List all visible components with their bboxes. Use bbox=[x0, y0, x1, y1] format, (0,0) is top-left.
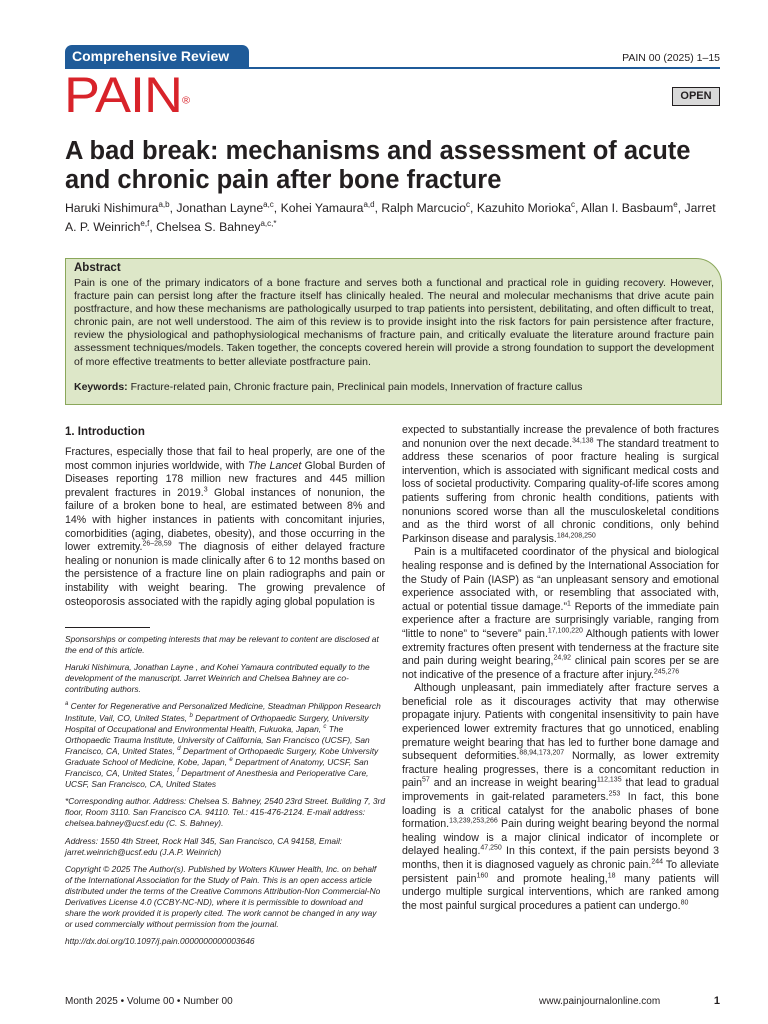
open-access-badge: OPEN bbox=[672, 87, 720, 106]
citation-superscript: 80 bbox=[680, 899, 689, 907]
author-name: Jonathan Layne bbox=[176, 201, 264, 216]
citation-superscript: 13,239,253,266 bbox=[449, 817, 498, 825]
author-affiliation: c bbox=[466, 200, 471, 209]
text-run: and an increase in weight bearing bbox=[429, 777, 597, 790]
footnote-divider bbox=[65, 627, 150, 628]
text-run: Address: 1550 4th Street, Rock Hall 345, San Francisco, CA 94158, Email: jarret.weinrich@ucsf.edu (J.A.P. Weinrich) bbox=[65, 835, 343, 857]
citation-superscript: f bbox=[177, 768, 179, 775]
author-affiliation: c bbox=[571, 200, 575, 209]
citation-superscript: 245,276 bbox=[653, 668, 680, 676]
author-separator: , bbox=[470, 201, 477, 216]
author-name: Jarret A. P. Weinrich bbox=[65, 201, 716, 235]
citation-superscript: 112,135 bbox=[596, 776, 622, 784]
text-run: Pain is a multifaceted coordinator of the physical and biological healing response and is defined by the International Association for the Study of Pain (IASP) as “an unpleasant sensory and emotional experience associated with, or resembling that associated with, actual or potential tissue damage.” bbox=[402, 546, 719, 613]
citation-superscript: e bbox=[229, 757, 233, 764]
author-name: Kazuhito Morioka bbox=[476, 201, 571, 216]
keywords-list: Fracture-related pain, Chronic fracture pain, Preclinical pain models, Innervation of fracture callus bbox=[130, 381, 583, 393]
author-affiliation: a,b bbox=[158, 200, 170, 209]
author-separator: , bbox=[374, 201, 382, 216]
author-separator: , bbox=[169, 201, 177, 216]
author-affiliation: e,f bbox=[140, 219, 150, 229]
footnote bbox=[65, 936, 385, 947]
citation-superscript: a bbox=[65, 701, 69, 708]
text-run: Center for Regenerative and Personalized Medicine, Steadman Philippon Research Institute, Vail, CO, United States, bbox=[65, 701, 381, 723]
keywords-label: Keywords: bbox=[74, 381, 128, 393]
footnote bbox=[65, 836, 385, 858]
citation-superscript: 160 bbox=[476, 872, 489, 880]
text-run: The Orthopaedic Trauma Institute, University of California, San Francisco (UCSF), San Francisco, CA, United States, bbox=[65, 723, 370, 756]
citation-superscript: 1 bbox=[567, 600, 571, 608]
text-run: Fractures, especially those that fail to heal properly, are one of the most common injuries worldwide, with bbox=[65, 446, 385, 472]
section-label: Comprehensive Review bbox=[65, 45, 249, 67]
body-paragraph bbox=[402, 424, 719, 546]
journal-logo bbox=[64, 67, 191, 124]
article-title: A bad break: mechanisms and assessment of acute and chronic pain after bone fracture bbox=[65, 137, 691, 194]
citation-superscript: 253 bbox=[608, 790, 621, 798]
author-separator: , bbox=[273, 201, 281, 216]
footer-issue: Month 2025 • Volume 00 • Number 00 bbox=[65, 996, 233, 1007]
footer-url[interactable]: www.painjournalonline.com bbox=[539, 996, 661, 1007]
author-affiliation: a,c,* bbox=[260, 219, 277, 229]
abstract-text: Pain is one of the primary indicators of a bone fracture and serves both a functional and practical role in guiding recovery. However, fracture pain can persist long after the fracture itself has clinically healed. The neural and molecular mechanisms that drive acute pain postfracture, and how these mechanisms are pathologically usurped to trap patients into persistent, debilitating, and often difficult to treat, chronic pain, are not well understood. The aim of this review is to provide insight into the risk factors for pain persistence after fracture, review the physiological and pathophysiological mechanisms of fracture pain, and critically evaluate the literature around fracture pain assessment techniques/models. Taken together, the concepts covered herein will provide a strong foundation to support the development of more effective treatments to better alleviate postfracture pain. bbox=[74, 277, 714, 368]
author-affiliation: a,d bbox=[363, 200, 375, 209]
text-run: and promote healing, bbox=[488, 872, 608, 885]
text-run: *Corresponding author. Address: Chelsea S. Bahney, 2540 23rd Street. Building 7, 3rd floor, Room 3110. San Francisco CA. 94110. Tel.: 415-476-2124. E-mail address: chelsea.bahney@ucsf.edu (C. S. Bahney). bbox=[65, 796, 385, 829]
text-run: many patients will undergo multiple surgical interventions, which are ranked among the most painful surgical procedures a patient can undergo. bbox=[402, 872, 719, 912]
citation-superscript: 3 bbox=[203, 486, 208, 494]
author-name: Chelsea S. Bahney bbox=[156, 220, 261, 235]
text-run: Haruki Nishimura, Jonathan Layne , and Kohei Yamaura contributed equally to the development of the manuscript. Jarret Weinrich and Chelsea Bahney are co-contributing authors. bbox=[65, 662, 370, 695]
citation-superscript: c bbox=[323, 723, 327, 730]
citation-superscript: 244 bbox=[651, 858, 664, 866]
body-paragraph bbox=[402, 682, 719, 913]
text-run: Global instances of nonunion, the failure of a broken bone to heal, are estimated between 8% and 14% with higher instances in patients with concomitant injuries, comorbidities (aging, diabetes, obesity), and those occurring in the lower extremity. bbox=[65, 486, 385, 554]
text-run: In this context, if the pain persists beyond 3 months, then it is diagnosed vaguely as chronic pain. bbox=[402, 845, 720, 871]
footnote bbox=[65, 662, 385, 695]
journal-reference: PAIN 00 (2025) 1–15 bbox=[622, 52, 720, 64]
text-run: http://dx.doi.org/10.1097/j.pain.0000000000003646 bbox=[65, 936, 255, 947]
author-separator: , bbox=[149, 220, 157, 235]
author-list bbox=[65, 197, 725, 235]
citation-superscript: 34,138 bbox=[572, 437, 594, 445]
right-column bbox=[402, 424, 719, 913]
text-run: The standard treatment to address these scenarios of poor fracture healing is surgical intervention, which is associated with significant medical costs and loss of societal productivity. Comparing quality-of-life scores among patients suffering from chronic health conditions, patients with nonunions scored worse than all the musculoskeletal conditions and as the third worst of all chronic conditions, only behind Parkinson disease and paralysis. bbox=[402, 437, 719, 545]
author-name: Allan I. Basbaum bbox=[581, 201, 674, 216]
footnote bbox=[65, 701, 385, 790]
section-heading: 1. Introduction bbox=[65, 426, 145, 438]
footnote bbox=[65, 864, 385, 931]
citation-superscript: 17,100,220 bbox=[547, 627, 583, 635]
page-number: 1 bbox=[713, 995, 720, 1007]
text-run: To alleviate persistent pain bbox=[402, 859, 719, 885]
citation-superscript: 26–28,59 bbox=[142, 540, 172, 548]
citation-superscript: 184,208,250 bbox=[556, 532, 596, 540]
citation-superscript: b bbox=[189, 712, 193, 719]
abstract-heading: Abstract bbox=[74, 262, 121, 274]
keywords bbox=[74, 381, 714, 393]
citation-superscript: 57 bbox=[422, 776, 430, 784]
citation-superscript: 47,250 bbox=[480, 844, 502, 852]
italic-text: The Lancet bbox=[247, 459, 302, 472]
text-run: Department of Orthopaedic Surgery, University Hospital of Occupational and Environmental Health, Fukuoka, Japan, bbox=[65, 712, 369, 734]
text-run: The diagnosis of either delayed fracture healing or nonunion is made clinically after 6 to 12 months based on the persistence of a fracture line on plain radiographs and pain or instability with weight bearing. The growing prevalence of osteoporosis associated with the rapidly aging global population is bbox=[65, 541, 385, 608]
text-run: In fact, this bone loading is a critical catalyst for the anabolic phases of bone formation. bbox=[402, 791, 719, 831]
text-run: Although patients with lower extremity fractures often present with tenderness at the fracture site and pain during weight bearing, bbox=[402, 627, 719, 668]
intro-left-column bbox=[65, 446, 385, 609]
text-run: Global Burden of Diseases reporting 178 million new fractures and 445 million prevalent fractures in 2019. bbox=[65, 459, 385, 499]
body-paragraph bbox=[402, 546, 719, 682]
text-run: Department of Orthopaedic Surgery, Kobe University Graduate School of Medicine, Kobe, Japan, bbox=[65, 745, 379, 767]
author-separator: , bbox=[575, 201, 582, 216]
author-name: Haruki Nishimura bbox=[65, 201, 159, 216]
author-name: Kohei Yamaura bbox=[280, 201, 364, 216]
text-run: Sponsorships or competing interests that may be relevant to content are disclosed at the end of this article. bbox=[65, 634, 379, 656]
author-separator: , bbox=[677, 201, 685, 216]
text-run: Pain during weight bearing beyond the normal healing window is a major clinical indicator of incomplete or delayed healing. bbox=[402, 818, 719, 858]
intro-paragraph bbox=[65, 446, 385, 609]
text-run: clinical pain scores per se are not indicative of the presence of a fracture after injury. bbox=[402, 655, 719, 681]
citation-superscript: 24,92 bbox=[553, 654, 572, 662]
text-run: Reports of the immediate pain experience after a fracture are surprisingly variable, ranging from “little to none” to “severe” pain. bbox=[402, 600, 719, 640]
author-name: Ralph Marcucio bbox=[381, 201, 467, 216]
citation-superscript: 18 bbox=[607, 872, 616, 880]
footnote bbox=[65, 634, 385, 656]
logo-text: PAIN bbox=[64, 67, 183, 124]
text-run: Department of Anesthesia and Perioperative Care, UCSF, San Francisco, CA, United States bbox=[65, 768, 369, 790]
text-run: expected to substantially increase the prevalence of both fractures and nonunion over the next decade. bbox=[402, 424, 719, 450]
text-run: Although unpleasant, pain immediately after fracture serves a beneficial role as it discourages activity that may otherwise propagate injury. Patients with congenital insensitivity to pain have experienced lower extremity fractures that go unnoticed, enabling premature weight bearing that has led to further bone damage and subsequent deformities. bbox=[402, 682, 719, 763]
text-run: Department of Anatomy, UCSF, San Francisco, CA, United States, bbox=[65, 756, 369, 779]
registered-mark: ® bbox=[182, 95, 191, 107]
footnote bbox=[65, 796, 385, 829]
text-run: that lead to gradual improvements in gait-related parameters. bbox=[402, 777, 719, 804]
citation-superscript: 88,94,173,207 bbox=[519, 749, 565, 757]
text-run: Normally, as lower extremity fracture healing progresses, there is a concomitant reduction in pain bbox=[402, 750, 719, 790]
footnotes bbox=[65, 634, 385, 953]
citation-superscript: d bbox=[177, 746, 181, 753]
text-run: Copyright © 2025 The Author(s). Published by Wolters Kluwer Health, Inc. on behalf of the International Association for the Study of Pain. This is an open access article distributed under the terms of the Creative Commons Attribution-Non Commercial-No Derivatives License 4.0 (CCBY-NC-ND), where it is permissible to download and share the work provided it is properly cited. The work cannot be changed in any way or used commercially without permission from the journal. bbox=[65, 863, 381, 930]
author-affiliation: a,c bbox=[263, 200, 274, 209]
author-affiliation: e bbox=[673, 200, 678, 209]
